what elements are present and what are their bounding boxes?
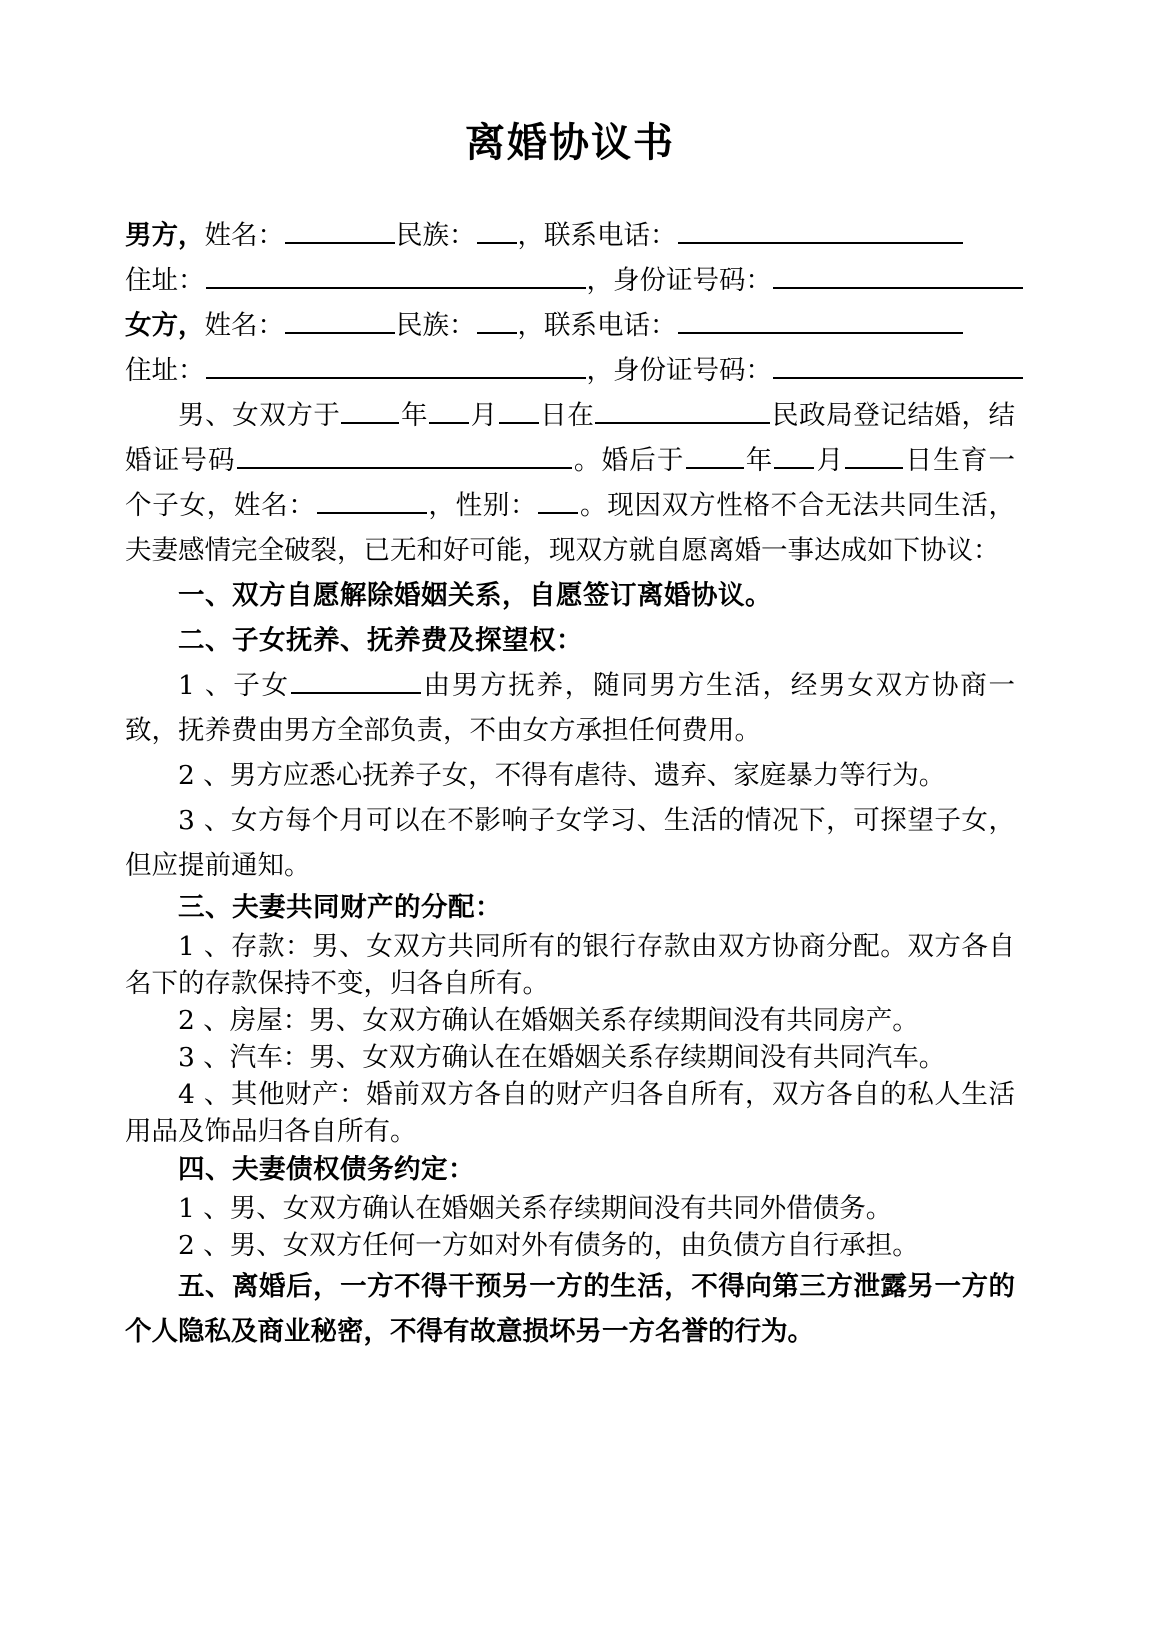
wife-label: 女方 [125, 310, 178, 341]
child-custody-blank[interactable] [291, 664, 421, 694]
birth-month-blank[interactable] [774, 439, 814, 469]
section-2-item-1-a: 1 、子女 [178, 670, 290, 701]
section-2-item-3: 3 、女方每个月可以在不影响子女学习、生活的情况下，可探望子女，但应提前通知。 [125, 805, 1015, 881]
section-heading-3: 三、夫妻共同财产的分配： [178, 892, 502, 923]
preamble-year: 年 [400, 400, 429, 431]
section-2-item-2: 2 、男方应悉心抚养子女，不得有虐待、遗弃、家庭暴力等行为。 [178, 760, 946, 791]
section-2-item-1-b: 由男方抚养，随同男方生活，经男女双方协商一致，抚养费由男方全部负责，不由女方承担任何费用。 [125, 670, 1015, 746]
wife-ethnicity-blank[interactable] [477, 304, 517, 334]
child-name-blank[interactable] [317, 484, 427, 514]
section-3-item-4: 4 、其他财产：婚前双方各自的财产归各自所有，双方各自的私人生活用品及饰品归各自所有。 [125, 1079, 1015, 1147]
child-gender-blank[interactable] [538, 484, 578, 514]
preamble-text-a: 男、女双方于 [178, 400, 341, 431]
wife-id-label: 身份证号码： [613, 355, 772, 386]
wife-ethnicity-label: 民族： [396, 310, 476, 341]
birth-day-blank[interactable] [845, 439, 903, 469]
wife-address-label: 住址： [125, 355, 205, 386]
husband-address-blank[interactable] [206, 259, 586, 289]
husband-name-label: 姓名： [204, 220, 284, 251]
wife-name-label: 姓名： [204, 310, 284, 341]
section-heading-1: 一、双方自愿解除婚姻关系，自愿签订离婚协议。 [178, 580, 772, 611]
husband-line-2 [125, 258, 1015, 303]
marriage-year-blank[interactable] [341, 394, 399, 424]
husband-sep-2: ， [586, 265, 613, 296]
marriage-month-blank[interactable] [429, 394, 469, 424]
document-body [125, 0, 1015, 1354]
section-3-item-2: 2 、房屋：男、女双方确认在婚姻关系存续期间没有共同房产。 [178, 1005, 919, 1036]
husband-phone-label: 联系电话： [544, 220, 677, 251]
section-3-item-1: 1 、存款：男、女双方共同所有的银行存款由双方协商分配。双方各自名下的存款保持不变，归各自所有。 [125, 931, 1015, 999]
preamble-month-2: 月 [815, 445, 845, 476]
preamble-paragraph [125, 393, 1015, 573]
section-4-item-2: 2 、男、女双方任何一方如对外有债务的，由负债方自行承担。 [178, 1230, 919, 1261]
wife-address-blank[interactable] [206, 349, 586, 379]
husband-address-label: 住址： [125, 265, 205, 296]
husband-line-1 [125, 213, 1015, 258]
husband-id-blank[interactable] [773, 259, 1023, 289]
preamble-day: 日在 [539, 400, 595, 431]
wife-name-blank[interactable] [285, 304, 395, 334]
birth-year-blank[interactable] [686, 439, 744, 469]
registry-office-blank[interactable] [595, 394, 770, 424]
wife-phone-blank[interactable] [678, 304, 963, 334]
section-3-item-3: 3 、汽车：男、女双方确认在在婚姻关系存续期间没有共同汽车。 [178, 1042, 946, 1073]
husband-comma: ， [178, 220, 205, 251]
husband-label: 男方 [125, 220, 178, 251]
preamble-text-b: 民政局登记结婚，结婚证号码 [125, 400, 1016, 476]
wife-phone-label: 联系电话： [544, 310, 677, 341]
preamble-month: 月 [470, 400, 498, 431]
marriage-day-blank[interactable] [499, 394, 539, 424]
preamble-year-2: 年 [744, 445, 774, 476]
page-title: 离婚协议书 [465, 119, 675, 166]
parties-block [125, 213, 1015, 393]
wife-id-blank[interactable] [773, 349, 1023, 379]
marriage-cert-blank[interactable] [237, 439, 572, 469]
husband-name-blank[interactable] [285, 214, 395, 244]
husband-ethnicity-blank[interactable] [477, 214, 517, 244]
section-4-item-1: 1 、男、女双方确认在婚姻关系存续期间没有共同外借债务。 [178, 1193, 893, 1224]
preamble-text-e: ，性别： [427, 490, 538, 521]
preamble-text-d: 日生育一个子女，姓名： [125, 445, 1016, 521]
husband-ethnicity-label: 民族： [396, 220, 476, 251]
section-2-item-1 [125, 663, 1015, 753]
wife-line-1 [125, 303, 1015, 348]
section-heading-5: 五、离婚后，一方不得干预另一方的生活，不得向第三方泄露另一方的个人隐私及商业秘密，不得有故意损坏另一方名誉的行为。 [125, 1271, 1015, 1347]
husband-phone-blank[interactable] [678, 214, 963, 244]
preamble-text-c: 。婚后于 [572, 445, 685, 476]
wife-sep-2: ， [586, 355, 613, 386]
wife-comma: ， [178, 310, 205, 341]
preamble-text-f: 。现因双方性格不合无法共同生活，夫妻感情完全破裂，已无和好可能，现双方就自愿离婚一事达成如下协议： [125, 490, 1016, 566]
section-heading-2: 二、子女抚养、抚养费及探望权： [178, 625, 583, 656]
husband-sep-1: ， [517, 220, 544, 251]
wife-sep-1: ， [517, 310, 544, 341]
wife-line-2 [125, 348, 1015, 393]
section-heading-4: 四、夫妻债权债务约定： [178, 1154, 475, 1185]
husband-id-label: 身份证号码： [613, 265, 772, 296]
